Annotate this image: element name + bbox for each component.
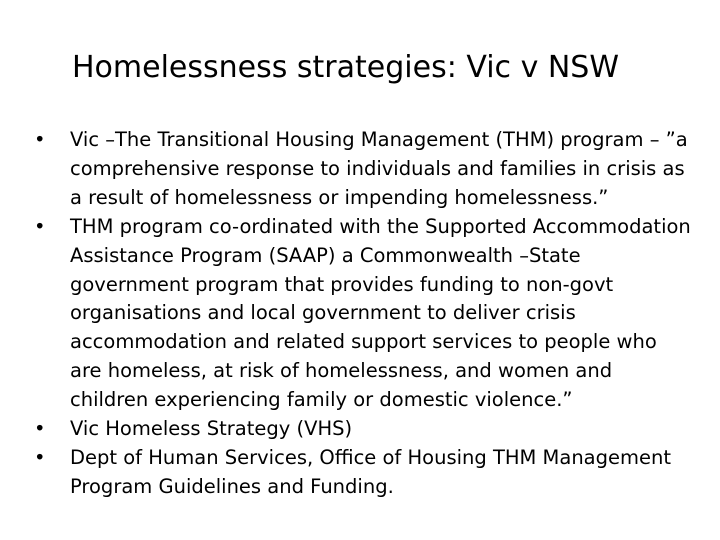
- bullet-text: Vic Homeless Strategy (VHS): [70, 417, 353, 441]
- bullet-item: [34, 415, 694, 444]
- bullet-item: [34, 444, 694, 502]
- bullet-list: [34, 126, 694, 502]
- bullet-marker: •: [34, 417, 46, 441]
- bullet-item: [34, 126, 694, 213]
- bullet-item: [34, 213, 694, 415]
- bullet-text: THM program co-ordinated with the Supported Accommodation Assistance Program (SAAP) a Commonwealth –State government program that provides funding to non-govt organisations and local government to deliver crisis accommodation and related support services to people who are homeless, at risk of homelessness, and women and children experiencing family or domestic violence.”: [70, 214, 691, 412]
- bullet-text: Vic –The Transitional Housing Management (THM) program – ”a comprehensive response to individuals and families in crisis as a result of homelessness or impending homelessness.”: [70, 128, 688, 209]
- bullet-marker: •: [34, 128, 46, 151]
- slide-title: Homelessness strategies: Vic v NSW: [72, 50, 620, 85]
- bullet-marker: •: [34, 214, 46, 238]
- bullet-marker: •: [34, 445, 46, 469]
- bullet-text: Dept of Human Services, Office of Housing THM Management Program Guidelines and Funding.: [70, 445, 672, 498]
